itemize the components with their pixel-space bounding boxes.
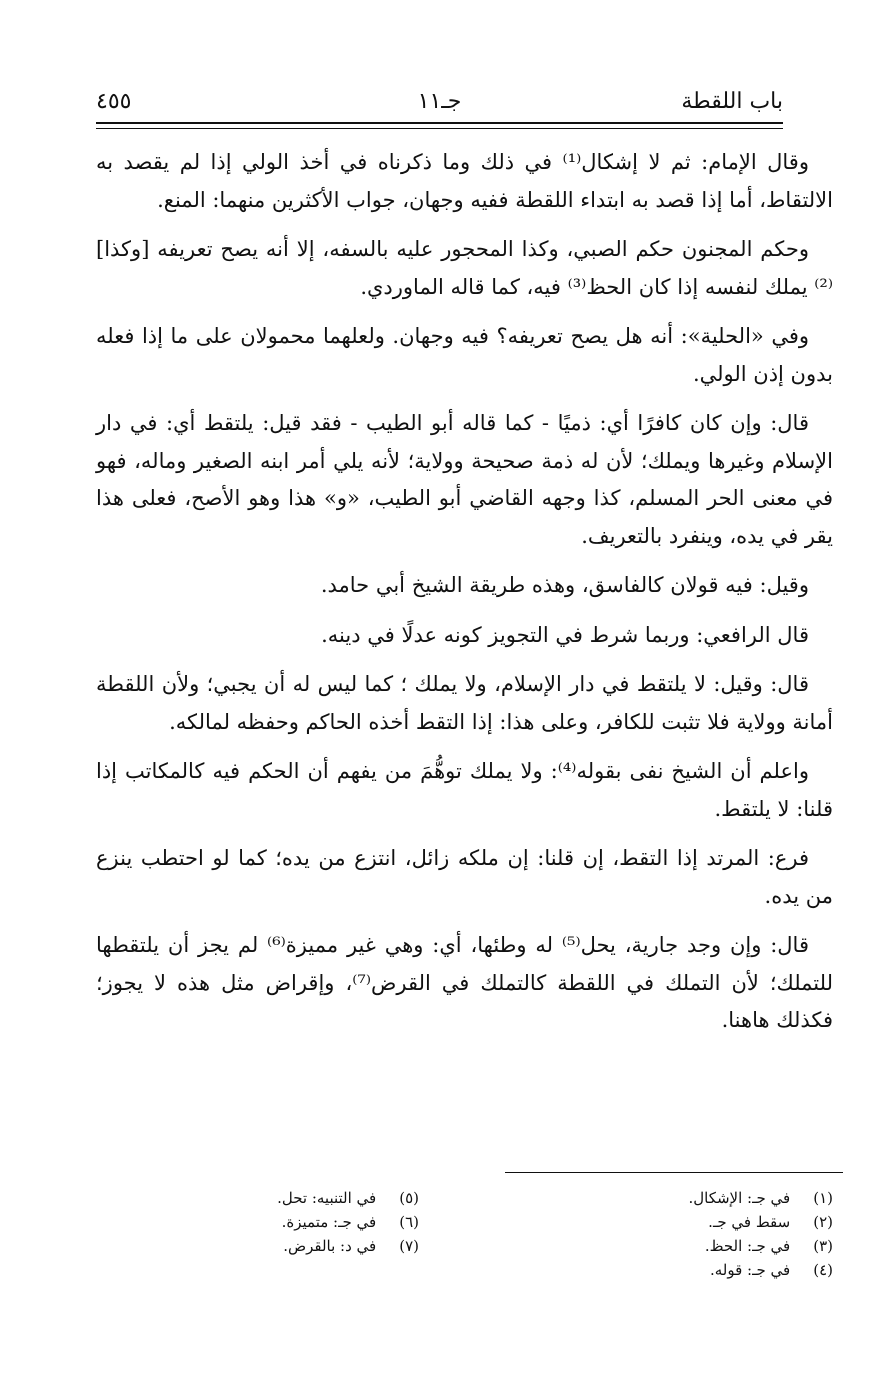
footnote-column-right	[553, 1186, 833, 1282]
footnote-text: سقط في جـ.	[708, 1213, 791, 1231]
footnote-number: (٦)	[399, 1213, 419, 1231]
footnotes	[96, 1186, 833, 1316]
footnote-item	[553, 1186, 833, 1210]
paragraph: قال الرافعي: وربما شرط في التجويز كونه عدلًا في دينه.	[321, 622, 809, 647]
footnote-item	[553, 1258, 833, 1282]
footnote-item	[119, 1186, 419, 1210]
main-text	[96, 144, 833, 1052]
footnote-number: (١)	[813, 1189, 833, 1207]
paragraph: قال: وإن كان كافرًا أي: ذميًا - كما قاله أبو الطيب - فقد قيل: يلتقط أي: في دار الإسلام وغيرها ويملك؛ لأن له ذمة صحيحة وولاية؛ لأنه يلي أمر ابنه الصغير وماله، فهو في معنى الحر المسلم، كذا وجهه القاضي أبو الطيب، «و» هذا وهو الأصح، فعلى هذا يقر في يده، وينفرد بالتعريف.	[96, 411, 833, 548]
chapter-title: باب اللقطة	[681, 89, 783, 114]
footnote-number: (٤)	[813, 1261, 833, 1279]
footnote-separator	[505, 1172, 843, 1173]
footnote-text: في التنبيه: تحل.	[277, 1189, 377, 1207]
footnote-text: في جـ: الحظ.	[704, 1237, 791, 1255]
footnote-number: (٣)	[813, 1237, 833, 1255]
page-number: ٤٥٥	[96, 89, 132, 114]
header-rule-thick	[96, 122, 783, 124]
footnote-item	[553, 1234, 833, 1258]
paragraph: وفي «الحلية»: أنه هل يصح تعريفه؟ فيه وجهان. ولعلهما محمولان على ما إذا فعله بدون إذن الولي.	[96, 324, 833, 386]
footnote-number: (٢)	[813, 1213, 833, 1231]
footnote-text: في د: بالقرض.	[283, 1237, 377, 1255]
footnote-number: (٧)	[399, 1237, 419, 1255]
paragraph: قال: وإن وجد جارية، يحل⁽⁵⁾ له وطئها، أي: وهي غير مميزة⁽⁶⁾ لم يجز أن يلتقطها للتملك؛ لأن التملك في اللقطة كالتملك في القرض⁽⁷⁾، وإقراض مثل هذه لا يجوز؛ فكذلك هاهنا.	[96, 933, 833, 1032]
footnote-number: (٥)	[399, 1189, 419, 1207]
footnote-item	[119, 1234, 419, 1258]
footnote-item	[553, 1210, 833, 1234]
paragraph: واعلم أن الشيخ نفى بقوله⁽⁴⁾: ولا يملك توهُّمَ من يفهم أن الحكم فيه كالمكاتب إذا قلنا: لا يلتقط.	[96, 759, 833, 821]
paragraph: وحكم المجنون حكم الصبي، وكذا المحجور عليه بالسفه، إلا أنه يصح تعريفه [وكذا]⁽²⁾ يملك لنفسه إذا كان الحظ⁽³⁾ فيه، كما قاله الماوردي.	[96, 237, 833, 299]
running-header	[96, 86, 783, 118]
footnote-item	[119, 1210, 419, 1234]
footnote-text: في جـ: الإشكال.	[688, 1189, 791, 1207]
paragraph: قال: وقيل: لا يلتقط في دار الإسلام، ولا يملك ؛ كما ليس له أن يجبي؛ ولأن اللقطة أمانة وولاية فلا تثبت للكافر، وعلى هذا: إذا التقط أخذه الحاكم وحفظه لمالكه.	[96, 672, 833, 734]
footnote-column-left	[119, 1186, 419, 1258]
volume-label: جـ١١	[417, 89, 462, 114]
paragraph: فرع: المرتد إذا التقط، إن قلنا: إن ملكه زائل، انتزع من يده؛ كما لو احتطب ينزع من يده.	[96, 846, 833, 908]
paragraph: وقيل: فيه قولان كالفاسق، وهذه طريقة الشيخ أبي حامد.	[320, 573, 809, 597]
footnote-text: في جـ: قوله.	[709, 1261, 791, 1279]
footnote-text: في جـ: متميزة.	[281, 1213, 377, 1231]
paragraph: وقال الإمام: ثم لا إشكال⁽¹⁾ في ذلك وما ذكرناه في أخذ الولي إذا لم يقصد به الالتقاط، أما إذا قصد به ابتداء اللقطة ففيه وجهان، جواب الأكثرين منهما: المنع.	[96, 150, 833, 212]
header-rule-thin	[96, 128, 783, 129]
